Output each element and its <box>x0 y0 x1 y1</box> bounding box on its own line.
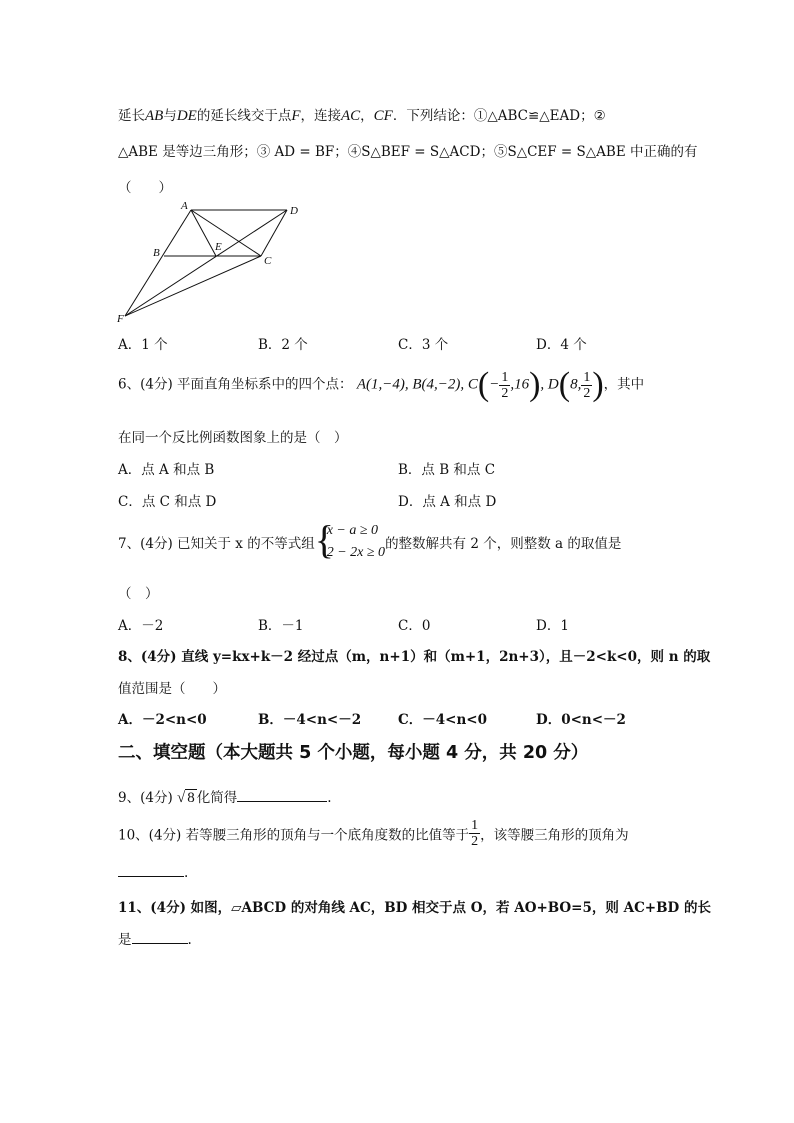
q5-text: 延长 <box>118 108 145 124</box>
answer-blank[interactable] <box>237 787 327 802</box>
geometry-figure <box>115 198 315 324</box>
q7-stem-end: 的整数解共有 2 个，则整数 a 的取值是 <box>385 536 622 552</box>
math-de: DE <box>176 108 197 124</box>
edge-fc <box>125 256 261 316</box>
label-e: E <box>215 241 222 253</box>
fraction-numerator: 1 <box>583 369 591 385</box>
q5-option-c: C．3 个 <box>398 337 449 353</box>
edge-ae <box>191 210 216 256</box>
q10-line2 <box>118 862 188 881</box>
radicand: 8 <box>187 790 195 806</box>
q5-text: ．下列结论：①△ABC≌△EAD；② <box>392 108 606 124</box>
q7-option-a: A．－2 <box>118 618 164 634</box>
period: . <box>327 790 332 806</box>
q10-stem-end: ，该等腰三角形的顶角为 <box>480 827 629 844</box>
q7-option-c: C．0 <box>398 618 431 634</box>
q5-option-d: D．4 个 <box>536 337 587 353</box>
paren: ( <box>477 366 490 403</box>
q6-option-a: A．点 A 和点 B <box>118 462 215 478</box>
q7-option-d: D．1 <box>536 618 569 634</box>
brace-icon: { <box>314 517 334 562</box>
paren: ) <box>592 366 604 403</box>
q6-stem-end: ，其中 <box>603 376 645 393</box>
period: . <box>187 932 192 948</box>
q8-option-b: B．－4<n<－2 <box>258 712 362 728</box>
q8-line2: 值范围是（ ） <box>118 681 226 697</box>
math-f: F <box>291 108 301 124</box>
q7-line1 <box>118 517 622 564</box>
q6-option-d: D．点 A 和点 D <box>398 494 497 510</box>
q9-stem: 化简得 <box>196 790 238 806</box>
q8-option-c: C．－4<n<0 <box>398 712 487 728</box>
paren: ( <box>558 366 571 403</box>
fraction-denominator: 2 <box>501 385 509 401</box>
label-d: D <box>290 205 298 217</box>
q6-line1 <box>118 368 644 402</box>
inequality-2: 2 − 2x ≥ 0 <box>326 545 386 560</box>
q9-line <box>118 786 332 807</box>
q5-option-a: A．1 个 <box>118 337 168 353</box>
label-c: C <box>264 255 272 267</box>
q6-stem: 6、(4分) 平面直角坐标系中的四个点： <box>118 376 353 393</box>
q11-line1: 11、(4分) 如图，▱ABCD 的对角线 AC，BD 相交于点 O，若 AO+BO=5，则 AC+BD 的长 <box>118 900 711 916</box>
q7-stem: 7、(4分) 已知关于 x 的不等式组 <box>118 536 315 552</box>
q11-text: 是 <box>118 932 132 948</box>
paren: ) <box>529 366 541 403</box>
math-cf: CF <box>373 108 393 124</box>
edge-fd <box>125 210 287 316</box>
math-ab: AB <box>145 108 164 124</box>
q5-line1 <box>118 104 606 125</box>
q6-points-ab: A(1,−4), B(4,−2), C <box>356 376 478 393</box>
sqrt-expression: √ 8 <box>177 790 195 806</box>
q7-option-b: B．－1 <box>258 618 304 634</box>
q5-line2: △ABE 是等边三角形；③ AD = BF；④S△BEF = S△ACD；⑤S△CEF = S△ABE 中正确的有 <box>118 144 698 160</box>
section-title: 二、填空题（本大题共 5 个小题，每小题 4 分，共 20 分） <box>118 743 589 763</box>
edge-ac <box>191 210 261 256</box>
q6-c-fraction <box>499 370 510 401</box>
label-f: F <box>117 313 124 324</box>
q7-line2: （ ） <box>118 586 159 602</box>
q5-text: 与 <box>163 108 177 124</box>
period: . <box>184 865 189 881</box>
q10-stem: 10、(4分) 若等腰三角形的顶角与一个底角度数的比值等于 <box>118 827 470 844</box>
inequality-1: x − a ≥ 0 <box>326 523 379 538</box>
q6-line2: 在同一个反比例函数图象上的是（ ） <box>118 430 348 446</box>
q6-d-fraction <box>581 370 592 401</box>
label-a: A <box>181 200 188 212</box>
q9-number: 9、(4分) <box>118 790 173 806</box>
q5-line3: （ ） <box>118 180 172 196</box>
q11-line2 <box>118 928 192 948</box>
fraction-denominator: 2 <box>471 834 479 849</box>
q6-c-sign: − <box>489 376 500 393</box>
q5-option-b: B．2 个 <box>258 337 308 353</box>
fraction-denominator: 2 <box>583 385 591 401</box>
q6-option-c: C．点 C 和点 D <box>118 494 217 510</box>
fraction-numerator: 1 <box>501 369 509 385</box>
q6-option-b: B．点 B 和点 C <box>398 462 496 478</box>
math-ac: AC <box>341 108 361 124</box>
edge-af <box>125 210 191 316</box>
q5-text: ，连接 <box>300 108 341 124</box>
q7-inequality-system <box>314 517 386 564</box>
q8-option-d: D．0<n<－2 <box>536 712 626 728</box>
q5-text: ， <box>360 108 374 124</box>
answer-blank[interactable] <box>132 929 188 944</box>
label-b: B <box>153 247 160 259</box>
q6-c-y: ,16 <box>510 376 530 393</box>
answer-blank[interactable] <box>118 862 184 877</box>
q6-d-label: , D <box>540 376 559 393</box>
fraction-numerator: 1 <box>471 818 479 833</box>
q6-d-x: 8, <box>570 376 582 393</box>
q5-text: 的延长线交于点 <box>196 108 292 124</box>
q8-line1: 8、(4分) 直线 y=kx+k－2 经过点（m，n+1）和（m+1，2n+3），且－2<k<0，则 n 的取 <box>118 649 711 665</box>
q8-option-a: A．－2<n<0 <box>118 712 207 728</box>
q10-line1 <box>118 818 629 849</box>
q10-fraction <box>469 818 480 849</box>
edge-dc <box>261 210 287 256</box>
